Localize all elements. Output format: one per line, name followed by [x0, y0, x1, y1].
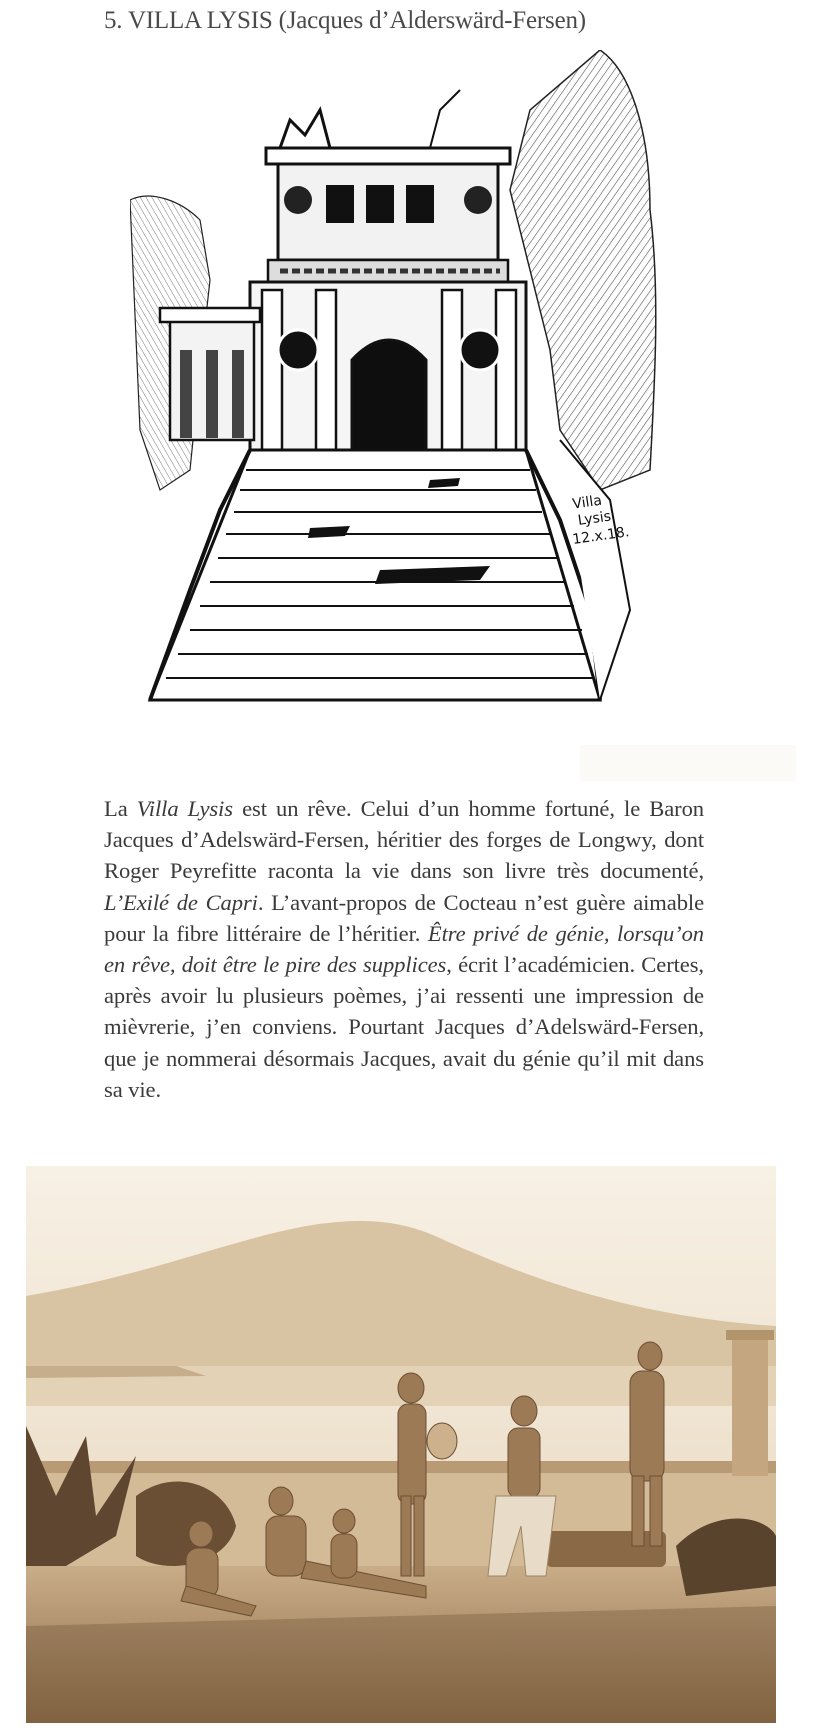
sepia-photograph — [26, 1166, 776, 1723]
villa-name-italic: Villa Lysis — [136, 796, 233, 821]
page-title — [104, 4, 586, 38]
paragraph-segment: La — [104, 796, 137, 821]
inscription-line-1: Villa — [571, 492, 603, 513]
chapter-subtitle: (Jacques d’Alderswärd-Fersen) — [272, 7, 586, 34]
inscription-line-2: Lysis — [576, 508, 613, 530]
body-paragraph — [104, 793, 704, 1105]
book-title-italic: L’Exilé de Capri — [104, 889, 258, 915]
faint-background-block — [580, 745, 796, 781]
inscription-line-3: 12.x.18. — [571, 524, 631, 548]
chapter-title: VILLA LYSIS — [127, 7, 273, 34]
paragraph-segment: est un rêve. Celui d’un homme fortuné, le Baron Jacques d’Adelswärd-Fersen, héritier des forges de Longwy, dont Roger Peyrefitte raconta la vie dans son livre très documenté, — [104, 796, 704, 884]
villa-sketch-illustration — [130, 50, 690, 750]
paragraph-segment: , écrit l’académicien. Certes, après avoir lu plusieurs poèmes, j’ai ressenti une impression de mièvrerie, j’en conviens. Pourtant Jacques d’Adelswärd-Fersen, que je nommerai désormais Jacques, avait du génie qu’il mit dans sa vie. — [104, 952, 704, 1102]
paragraph-segment: . L’avant-propos de Cocteau n’est guère aimable pour la fibre littéraire de l’héritier. — [104, 889, 705, 946]
quotation-italic: Être privé de génie, lorsqu’on en rêve, doit être le pire des supplices — [104, 920, 704, 978]
chapter-number: 5. — [104, 7, 128, 34]
